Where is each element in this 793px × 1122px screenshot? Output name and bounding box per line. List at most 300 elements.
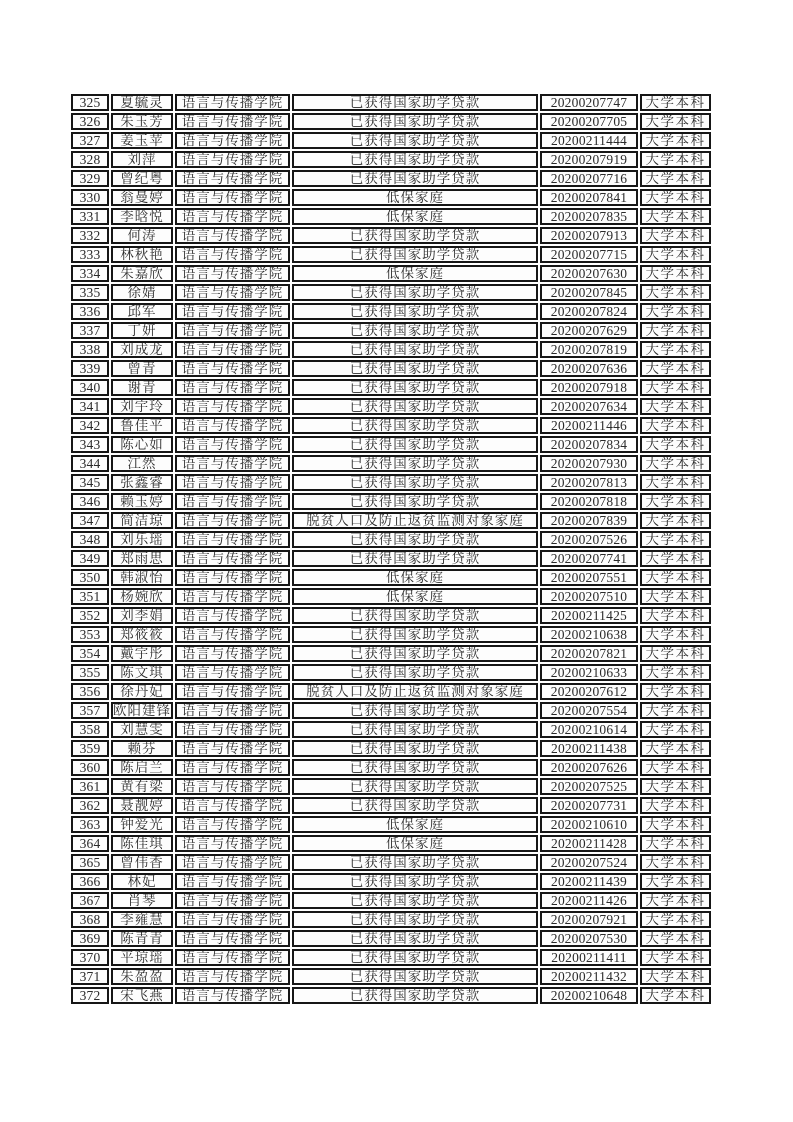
cell-funding_status: 已获得国家助学贷款 [292, 94, 538, 111]
cell-student_name: 陈心如 [111, 436, 173, 453]
cell-education_level: 大学本科 [640, 265, 711, 282]
cell-college: 语言与传播学院 [175, 816, 290, 833]
cell-row_number: 329 [71, 170, 109, 187]
cell-student_id: 20200207715 [540, 246, 638, 263]
cell-row_number: 327 [71, 132, 109, 149]
cell-student_name: 何涛 [111, 227, 173, 244]
cell-row_number: 339 [71, 360, 109, 377]
table-row [71, 626, 711, 643]
cell-row_number: 358 [71, 721, 109, 738]
cell-funding_status: 已获得国家助学贷款 [292, 132, 538, 149]
table-row [71, 797, 711, 814]
cell-student_name: 朱嘉欣 [111, 265, 173, 282]
cell-college: 语言与传播学院 [175, 683, 290, 700]
cell-education_level: 大学本科 [640, 322, 711, 339]
table-row [71, 930, 711, 947]
cell-student_name: 陈启兰 [111, 759, 173, 776]
cell-row_number: 354 [71, 645, 109, 662]
cell-student_id: 20200207930 [540, 455, 638, 472]
cell-row_number: 335 [71, 284, 109, 301]
cell-education_level: 大学本科 [640, 588, 711, 605]
cell-student_name: 戴宇彤 [111, 645, 173, 662]
cell-education_level: 大学本科 [640, 113, 711, 130]
cell-education_level: 大学本科 [640, 284, 711, 301]
table-row [71, 132, 711, 149]
cell-student_id: 20200211446 [540, 417, 638, 434]
cell-college: 语言与传播学院 [175, 835, 290, 852]
cell-row_number: 328 [71, 151, 109, 168]
cell-row_number: 342 [71, 417, 109, 434]
table-row [71, 227, 711, 244]
cell-funding_status: 已获得国家助学贷款 [292, 702, 538, 719]
table-row [71, 493, 711, 510]
cell-row_number: 366 [71, 873, 109, 890]
cell-college: 语言与传播学院 [175, 721, 290, 738]
cell-student_id: 20200211425 [540, 607, 638, 624]
cell-education_level: 大学本科 [640, 930, 711, 947]
cell-college: 语言与传播学院 [175, 797, 290, 814]
cell-college: 语言与传播学院 [175, 664, 290, 681]
cell-row_number: 371 [71, 968, 109, 985]
cell-college: 语言与传播学院 [175, 360, 290, 377]
cell-student_name: 黄有梁 [111, 778, 173, 795]
cell-funding_status: 已获得国家助学贷款 [292, 322, 538, 339]
cell-funding_status: 已获得国家助学贷款 [292, 550, 538, 567]
cell-funding_status: 低保家庭 [292, 835, 538, 852]
cell-student_id: 20200210638 [540, 626, 638, 643]
cell-student_name: 朱玉芳 [111, 113, 173, 130]
cell-student_id: 20200210648 [540, 987, 638, 1004]
cell-funding_status: 已获得国家助学贷款 [292, 930, 538, 947]
cell-college: 语言与传播学院 [175, 588, 290, 605]
cell-funding_status: 已获得国家助学贷款 [292, 721, 538, 738]
cell-education_level: 大学本科 [640, 189, 711, 206]
cell-row_number: 370 [71, 949, 109, 966]
cell-education_level: 大学本科 [640, 379, 711, 396]
cell-row_number: 364 [71, 835, 109, 852]
cell-college: 语言与传播学院 [175, 436, 290, 453]
cell-student_name: 刘成龙 [111, 341, 173, 358]
cell-student_name: 刘萍 [111, 151, 173, 168]
cell-student_id: 20200207716 [540, 170, 638, 187]
cell-education_level: 大学本科 [640, 550, 711, 567]
cell-row_number: 343 [71, 436, 109, 453]
cell-education_level: 大学本科 [640, 626, 711, 643]
cell-college: 语言与传播学院 [175, 227, 290, 244]
cell-college: 语言与传播学院 [175, 778, 290, 795]
cell-funding_status: 已获得国家助学贷款 [292, 246, 538, 263]
cell-row_number: 325 [71, 94, 109, 111]
cell-student_name: 赖玉婷 [111, 493, 173, 510]
cell-student_name: 姜玉苹 [111, 132, 173, 149]
cell-row_number: 352 [71, 607, 109, 624]
cell-education_level: 大学本科 [640, 512, 711, 529]
cell-student_id: 20200211411 [540, 949, 638, 966]
cell-student_id: 20200211438 [540, 740, 638, 757]
cell-college: 语言与传播学院 [175, 132, 290, 149]
cell-student_name: 刘慧雯 [111, 721, 173, 738]
financial-aid-student-table [69, 92, 713, 1006]
cell-student_id: 20200207530 [540, 930, 638, 947]
table-row [71, 284, 711, 301]
cell-student_name: 陈青青 [111, 930, 173, 947]
cell-funding_status: 已获得国家助学贷款 [292, 645, 538, 662]
cell-student_id: 20200207845 [540, 284, 638, 301]
cell-college: 语言与传播学院 [175, 455, 290, 472]
cell-student_name: 平琼瑶 [111, 949, 173, 966]
cell-row_number: 355 [71, 664, 109, 681]
table-row [71, 398, 711, 415]
cell-row_number: 326 [71, 113, 109, 130]
cell-student_id: 20200207526 [540, 531, 638, 548]
cell-education_level: 大学本科 [640, 398, 711, 415]
cell-funding_status: 低保家庭 [292, 569, 538, 586]
cell-education_level: 大学本科 [640, 797, 711, 814]
cell-funding_status: 已获得国家助学贷款 [292, 854, 538, 871]
table-row [71, 778, 711, 795]
cell-funding_status: 已获得国家助学贷款 [292, 474, 538, 491]
cell-student_id: 20200207626 [540, 759, 638, 776]
cell-student_name: 林妃 [111, 873, 173, 890]
cell-education_level: 大学本科 [640, 227, 711, 244]
cell-student_id: 20200207629 [540, 322, 638, 339]
cell-student_id: 20200207524 [540, 854, 638, 871]
cell-education_level: 大学本科 [640, 170, 711, 187]
cell-college: 语言与传播学院 [175, 303, 290, 320]
cell-funding_status: 已获得国家助学贷款 [292, 873, 538, 890]
cell-funding_status: 已获得国家助学贷款 [292, 341, 538, 358]
table-row [71, 664, 711, 681]
cell-education_level: 大学本科 [640, 569, 711, 586]
cell-education_level: 大学本科 [640, 303, 711, 320]
cell-student_id: 20200207824 [540, 303, 638, 320]
cell-college: 语言与传播学院 [175, 417, 290, 434]
table-row [71, 721, 711, 738]
cell-college: 语言与传播学院 [175, 246, 290, 263]
table-row [71, 246, 711, 263]
cell-student_id: 20200207835 [540, 208, 638, 225]
cell-funding_status: 低保家庭 [292, 265, 538, 282]
cell-row_number: 330 [71, 189, 109, 206]
cell-funding_status: 已获得国家助学贷款 [292, 436, 538, 453]
table-row [71, 151, 711, 168]
cell-row_number: 340 [71, 379, 109, 396]
cell-student_name: 钟爱光 [111, 816, 173, 833]
cell-education_level: 大学本科 [640, 417, 711, 434]
cell-student_id: 20200210633 [540, 664, 638, 681]
cell-student_id: 20200207919 [540, 151, 638, 168]
cell-student_name: 简洁琼 [111, 512, 173, 529]
table-row [71, 303, 711, 320]
table-row [71, 740, 711, 757]
cell-row_number: 351 [71, 588, 109, 605]
cell-row_number: 334 [71, 265, 109, 282]
cell-college: 语言与传播学院 [175, 208, 290, 225]
table-row [71, 531, 711, 548]
cell-education_level: 大学本科 [640, 132, 711, 149]
cell-row_number: 362 [71, 797, 109, 814]
cell-college: 语言与传播学院 [175, 626, 290, 643]
cell-funding_status: 已获得国家助学贷款 [292, 911, 538, 928]
cell-student_id: 20200207634 [540, 398, 638, 415]
cell-college: 语言与传播学院 [175, 702, 290, 719]
cell-student_id: 20200211432 [540, 968, 638, 985]
cell-row_number: 369 [71, 930, 109, 947]
cell-education_level: 大学本科 [640, 968, 711, 985]
cell-funding_status: 已获得国家助学贷款 [292, 949, 538, 966]
cell-college: 语言与传播学院 [175, 531, 290, 548]
cell-college: 语言与传播学院 [175, 151, 290, 168]
cell-funding_status: 已获得国家助学贷款 [292, 759, 538, 776]
cell-college: 语言与传播学院 [175, 379, 290, 396]
cell-student_id: 20200207630 [540, 265, 638, 282]
cell-student_id: 20200207554 [540, 702, 638, 719]
cell-college: 语言与传播学院 [175, 189, 290, 206]
cell-row_number: 361 [71, 778, 109, 795]
table-row [71, 417, 711, 434]
cell-education_level: 大学本科 [640, 455, 711, 472]
cell-funding_status: 已获得国家助学贷款 [292, 664, 538, 681]
cell-funding_status: 已获得国家助学贷款 [292, 303, 538, 320]
table-row [71, 265, 711, 282]
cell-student_id: 20200207918 [540, 379, 638, 396]
cell-student_id: 20200207525 [540, 778, 638, 795]
cell-row_number: 368 [71, 911, 109, 928]
cell-student_name: 杨婉欣 [111, 588, 173, 605]
table-row [71, 455, 711, 472]
cell-education_level: 大学本科 [640, 208, 711, 225]
cell-student_name: 曾伟香 [111, 854, 173, 871]
cell-education_level: 大学本科 [640, 607, 711, 624]
cell-row_number: 345 [71, 474, 109, 491]
cell-education_level: 大学本科 [640, 683, 711, 700]
cell-row_number: 353 [71, 626, 109, 643]
cell-education_level: 大学本科 [640, 151, 711, 168]
cell-student_name: 郑筱筱 [111, 626, 173, 643]
cell-funding_status: 已获得国家助学贷款 [292, 170, 538, 187]
table-row [71, 360, 711, 377]
cell-college: 语言与传播学院 [175, 398, 290, 415]
cell-college: 语言与传播学院 [175, 645, 290, 662]
cell-student_id: 20200207819 [540, 341, 638, 358]
cell-education_level: 大学本科 [640, 531, 711, 548]
table-row [71, 816, 711, 833]
cell-funding_status: 已获得国家助学贷款 [292, 417, 538, 434]
cell-student_id: 20200207731 [540, 797, 638, 814]
cell-funding_status: 已获得国家助学贷款 [292, 740, 538, 757]
cell-row_number: 336 [71, 303, 109, 320]
cell-student_name: 翁曼婷 [111, 189, 173, 206]
cell-row_number: 337 [71, 322, 109, 339]
cell-education_level: 大学本科 [640, 740, 711, 757]
cell-college: 语言与传播学院 [175, 512, 290, 529]
cell-student_name: 宋飞燕 [111, 987, 173, 1004]
cell-funding_status: 低保家庭 [292, 208, 538, 225]
cell-college: 语言与传播学院 [175, 607, 290, 624]
table-row [71, 322, 711, 339]
cell-education_level: 大学本科 [640, 645, 711, 662]
cell-row_number: 363 [71, 816, 109, 833]
cell-student_name: 欧阳建锋 [113, 703, 171, 718]
cell-student_id: 20200210610 [540, 816, 638, 833]
cell-student_name: 谢青 [111, 379, 173, 396]
cell-college: 语言与传播学院 [175, 550, 290, 567]
cell-row_number: 349 [71, 550, 109, 567]
cell-student_name: 赖芬 [111, 740, 173, 757]
cell-student_id: 20200207741 [540, 550, 638, 567]
table-row [71, 683, 711, 700]
cell-education_level: 大学本科 [640, 911, 711, 928]
cell-funding_status: 已获得国家助学贷款 [292, 113, 538, 130]
cell-education_level: 大学本科 [640, 702, 711, 719]
cell-student_id: 20200207913 [540, 227, 638, 244]
table-row [71, 607, 711, 624]
table-row [71, 170, 711, 187]
cell-row_number: 341 [71, 398, 109, 415]
table-row [71, 968, 711, 985]
cell-row_number: 359 [71, 740, 109, 757]
cell-education_level: 大学本科 [640, 493, 711, 510]
cell-student_name: 徐婧 [111, 284, 173, 301]
cell-student_id: 20200207551 [540, 569, 638, 586]
cell-college: 语言与传播学院 [175, 873, 290, 890]
cell-college: 语言与传播学院 [175, 265, 290, 282]
cell-student_name: 邱军 [111, 303, 173, 320]
cell-college: 语言与传播学院 [175, 911, 290, 928]
cell-row_number: 346 [71, 493, 109, 510]
cell-college: 语言与传播学院 [175, 170, 290, 187]
cell-college: 语言与传播学院 [175, 968, 290, 985]
table-row [71, 94, 711, 111]
cell-student_id: 20200207834 [540, 436, 638, 453]
table-row [71, 569, 711, 586]
cell-college: 语言与传播学院 [175, 474, 290, 491]
cell-student_name: 韩淑怡 [111, 569, 173, 586]
cell-education_level: 大学本科 [640, 816, 711, 833]
cell-funding_status: 已获得国家助学贷款 [292, 284, 538, 301]
table-row [71, 550, 711, 567]
table-row [71, 854, 711, 871]
cell-education_level: 大学本科 [640, 873, 711, 890]
cell-student_id: 20200207921 [540, 911, 638, 928]
cell-education_level: 大学本科 [640, 759, 711, 776]
cell-education_level: 大学本科 [640, 246, 711, 263]
cell-education_level: 大学本科 [640, 892, 711, 909]
cell-funding_status: 已获得国家助学贷款 [292, 151, 538, 168]
cell-education_level: 大学本科 [640, 360, 711, 377]
cell-student_name: 陈佳琪 [111, 835, 173, 852]
cell-funding_status: 已获得国家助学贷款 [292, 607, 538, 624]
cell-row_number: 331 [71, 208, 109, 225]
cell-student_name: 刘乐瑶 [111, 531, 173, 548]
cell-education_level: 大学本科 [640, 436, 711, 453]
cell-student_id: 20200207839 [540, 512, 638, 529]
cell-row_number: 332 [71, 227, 109, 244]
cell-row_number: 348 [71, 531, 109, 548]
cell-student_id: 20200207841 [540, 189, 638, 206]
cell-college: 语言与传播学院 [175, 493, 290, 510]
cell-student_name: 曾青 [111, 360, 173, 377]
cell-funding_status: 已获得国家助学贷款 [292, 455, 538, 472]
table-row [71, 208, 711, 225]
cell-student_id: 20200211426 [540, 892, 638, 909]
cell-funding_status: 脱贫人口及防止返贫监测对象家庭 [292, 683, 538, 700]
cell-student_id: 20200207821 [540, 645, 638, 662]
cell-row_number: 365 [71, 854, 109, 871]
cell-education_level: 大学本科 [640, 721, 711, 738]
cell-student_name: 刘宇玲 [111, 398, 173, 415]
table-row [71, 873, 711, 890]
cell-college: 语言与传播学院 [175, 284, 290, 301]
cell-student_id: 20200210614 [540, 721, 638, 738]
table-row [71, 987, 711, 1004]
cell-funding_status: 已获得国家助学贷款 [292, 227, 538, 244]
cell-college: 语言与传播学院 [175, 930, 290, 947]
cell-student_name: 徐丹妃 [111, 683, 173, 700]
table-row [71, 892, 711, 909]
table-row [71, 645, 711, 662]
table-row [71, 702, 711, 719]
cell-college: 语言与传播学院 [175, 113, 290, 130]
cell-student_id: 20200207705 [540, 113, 638, 130]
cell-student_name: 刘李娟 [111, 607, 173, 624]
cell-student_name: 陈文琪 [111, 664, 173, 681]
table-row [71, 436, 711, 453]
cell-student_id: 20200207612 [540, 683, 638, 700]
table-row [71, 189, 711, 206]
cell-funding_status: 已获得国家助学贷款 [292, 892, 538, 909]
cell-student_name: 江然 [111, 455, 173, 472]
cell-funding_status: 已获得国家助学贷款 [292, 379, 538, 396]
cell-education_level: 大学本科 [640, 341, 711, 358]
cell-student_name: 朱盈盈 [111, 968, 173, 985]
cell-funding_status: 已获得国家助学贷款 [292, 987, 538, 1004]
cell-student_id: 20200211428 [540, 835, 638, 852]
cell-funding_status: 已获得国家助学贷款 [292, 968, 538, 985]
cell-education_level: 大学本科 [640, 664, 711, 681]
cell-college: 语言与传播学院 [175, 987, 290, 1004]
cell-student_id: 20200207813 [540, 474, 638, 491]
cell-row_number: 367 [71, 892, 109, 909]
cell-college: 语言与传播学院 [175, 569, 290, 586]
cell-row_number: 360 [71, 759, 109, 776]
cell-funding_status: 已获得国家助学贷款 [292, 493, 538, 510]
cell-college: 语言与传播学院 [175, 949, 290, 966]
cell-funding_status: 已获得国家助学贷款 [292, 626, 538, 643]
cell-college: 语言与传播学院 [175, 854, 290, 871]
cell-college: 语言与传播学院 [175, 740, 290, 757]
cell-funding_status: 低保家庭 [292, 189, 538, 206]
cell-college: 语言与传播学院 [175, 892, 290, 909]
cell-college: 语言与传播学院 [175, 322, 290, 339]
cell-student_name: 聂靓婷 [111, 797, 173, 814]
cell-row_number: 333 [71, 246, 109, 263]
cell-row_number: 357 [71, 702, 109, 719]
cell-student_id: 20200211444 [540, 132, 638, 149]
table-row [71, 379, 711, 396]
cell-funding_status: 已获得国家助学贷款 [292, 797, 538, 814]
cell-funding_status: 已获得国家助学贷款 [292, 360, 538, 377]
cell-student_name: 李雍慧 [111, 911, 173, 928]
cell-funding_status: 低保家庭 [292, 588, 538, 605]
table-row [71, 949, 711, 966]
cell-student_name: 郑雨思 [111, 550, 173, 567]
cell-college: 语言与传播学院 [175, 94, 290, 111]
cell-education_level: 大学本科 [640, 835, 711, 852]
table-row [71, 911, 711, 928]
cell-student_name: 夏毓灵 [111, 94, 173, 111]
table-body [71, 94, 711, 1004]
